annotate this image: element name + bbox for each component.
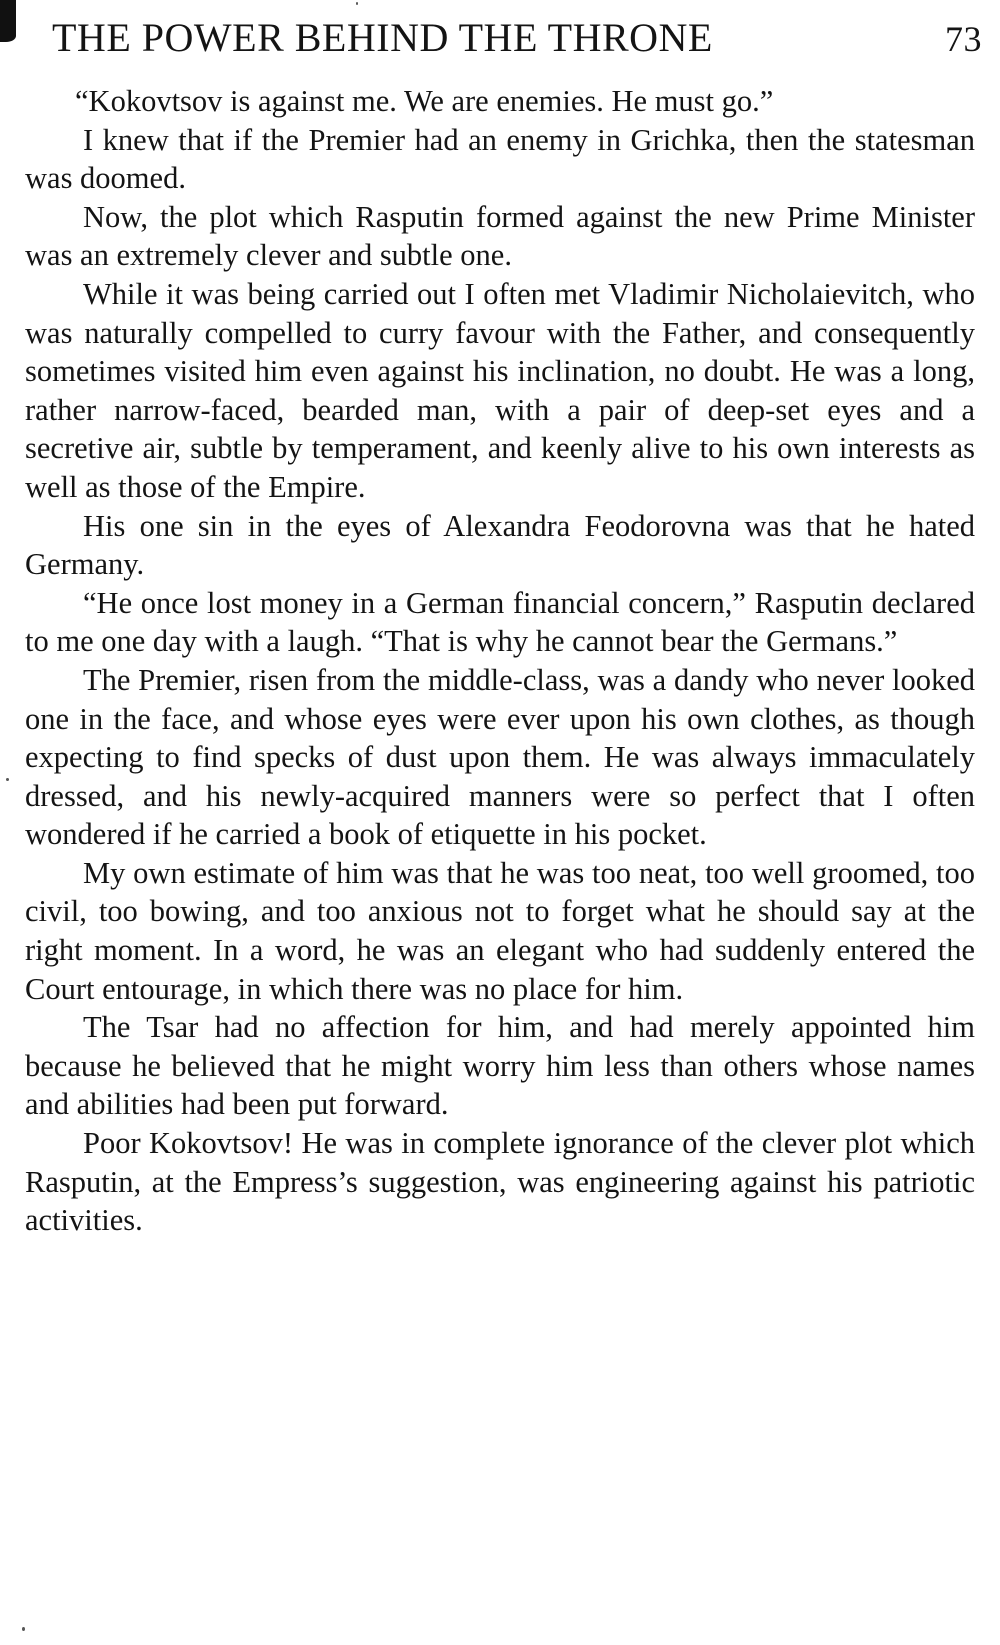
chapter-title: THE POWER BEHIND THE THRONE: [52, 15, 713, 60]
paragraph: I knew that if the Premier had an enemy in Grichka, then the statesman was doomed.: [25, 122, 975, 196]
paragraph: Poor Kokovtsov! He was in complete ignorance of the clever plot which Rasputin, at the Empress’s suggestion, was engineering against his patriotic activities.: [25, 1126, 975, 1238]
paragraph: While it was being carried out I often met Vladimir Nicholaievitch, who was naturally compelled to curry favour with the Father, and consequently sometimes visited him even against his inclination, no doubt. He was a long, rather narrow-faced, bearded man, with a pair of deep-set eyes and a secretive air, subtle by temperament, and keenly alive to his own interests as well as those of the Empire.: [25, 276, 975, 504]
scan-speck: [22, 1627, 25, 1631]
scan-speck: [6, 778, 9, 781]
page-number: 73: [945, 19, 982, 59]
paragraph: The Tsar had no affection for him, and had merely appointed him because he believed that he might worry him less than others whose names and abilities had been put forward.: [25, 1010, 975, 1122]
running-head: [52, 14, 982, 66]
paragraph: “He once lost money in a German financial concern,” Rasputin declared to me one day with a laugh. “That is why he cannot bear the Germans.”: [25, 585, 975, 659]
body-text: [25, 82, 975, 1240]
paragraph: “Kokovtsov is against me. We are enemies. He must go.”: [75, 84, 774, 118]
paragraph: The Premier, risen from the middle-class, was a dandy who never looked one in the face, and whose eyes were ever upon his own clothes, as though expecting to find specks of dust upon them. He was always immaculately dressed, and his newly-acquired manners were so perfect that I often wondered if he carried a book of etiquette in his pocket.: [25, 662, 975, 852]
paragraph: Now, the plot which Rasputin formed against the new Prime Minister was an extremely clever and subtle one.: [25, 199, 975, 273]
paragraph: His one sin in the eyes of Alexandra Feodorovna was that he hated Germany.: [25, 508, 975, 582]
paragraph: My own estimate of him was that he was too neat, too well groomed, too civil, too bowing, and too anxious not to forget what he should say at the right moment. In a word, he was an elegant who had suddenly entered the Court entourage, in which there was no place for him.: [25, 855, 975, 1006]
scan-speck: [356, 2, 358, 5]
scan-corner-mark: [0, 0, 16, 42]
